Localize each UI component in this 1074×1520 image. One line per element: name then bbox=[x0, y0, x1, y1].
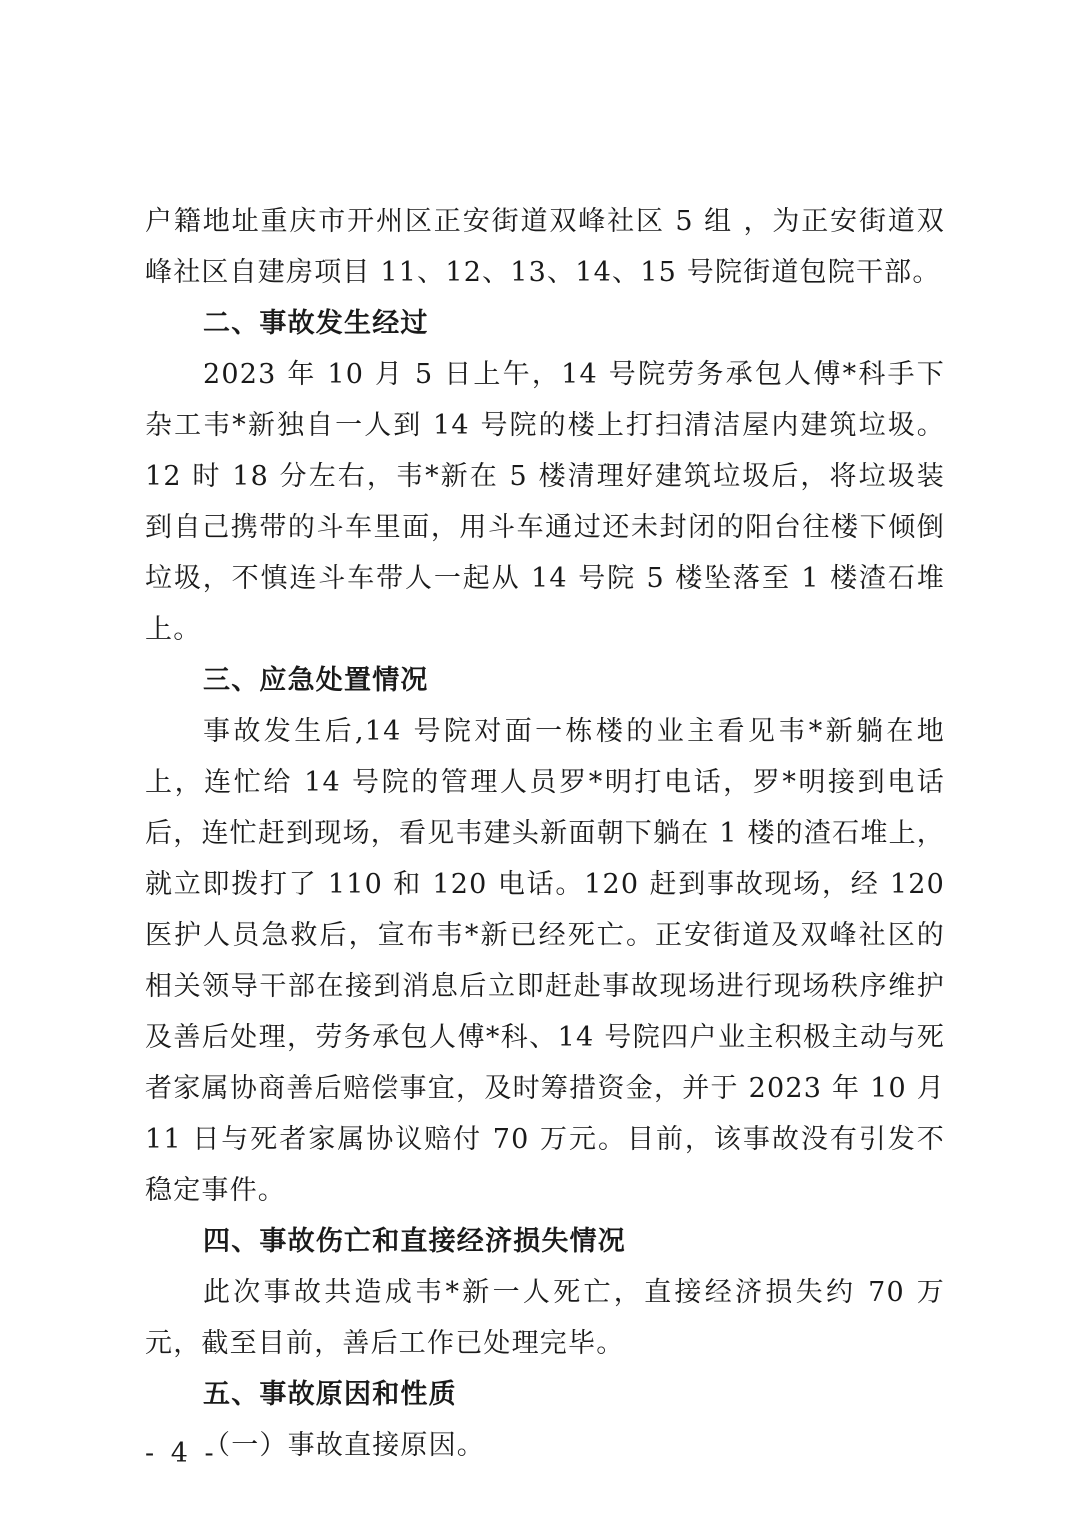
casualty-loss-paragraph: 此次事故共造成韦*新一人死亡，直接经济损失约 70 万元，截至目前，善后工作已处理完毕。 bbox=[145, 1277, 945, 1359]
page-number: - 4 - bbox=[145, 1438, 218, 1469]
section-heading-3: 三、应急处置情况 bbox=[203, 665, 429, 696]
document-body bbox=[145, 196, 945, 1471]
intro-paragraph: 户籍地址重庆市开州区正安街道双峰社区 5 组 ，为正安街道双峰社区自建房项目 11、12、13、14、15 号院街道包院干部。 bbox=[145, 206, 945, 288]
accident-process-paragraph: 2023 年 10 月 5 日上午，14 号院劳务承包人傅*科手下杂工韦*新独自一人到 14 号院的楼上打扫清洁屋内建筑垃圾。12 时 18 分左右，韦*新在 5 楼清理好建筑垃圾后，将垃圾装到自己携带的斗车里面，用斗车通过还未封闭的阳台往楼下倾倒垃圾，不慎连斗车带人一起从 14 号院 5 楼坠落至 1 楼渣石堆上。 bbox=[145, 359, 945, 645]
section-heading-4: 四、事故伤亡和直接经济损失情况 bbox=[203, 1226, 626, 1257]
section-heading-2: 二、事故发生经过 bbox=[203, 308, 429, 339]
subsection-heading-1: （一）事故直接原因。 bbox=[203, 1430, 485, 1461]
emergency-response-paragraph: 事故发生后,14 号院对面一栋楼的业主看见韦*新躺在地上，连忙给 14 号院的管理人员罗*明打电话，罗*明接到电话后，连忙赶到现场，看见韦建头新面朝下躺在 1 楼的渣石堆上，就立即拨打了 110 和 120 电话。120 赶到事故现场，经 120 医护人员急救后，宣布韦*新已经死亡。正安街道及双峰社区的相关领导干部在接到消息后立即赶赴事故现场进行现场秩序维护及善后处理，劳务承包人傅*科、14 号院四户业主积极主动与死者家属协商善后赔偿事宜，及时筹措资金，并于 2023 年 10 月 11 日与死者家属协议赔付 70 万元。目前，该事故没有引发不稳定事件。 bbox=[145, 716, 945, 1206]
section-heading-5: 五、事故原因和性质 bbox=[203, 1379, 457, 1410]
